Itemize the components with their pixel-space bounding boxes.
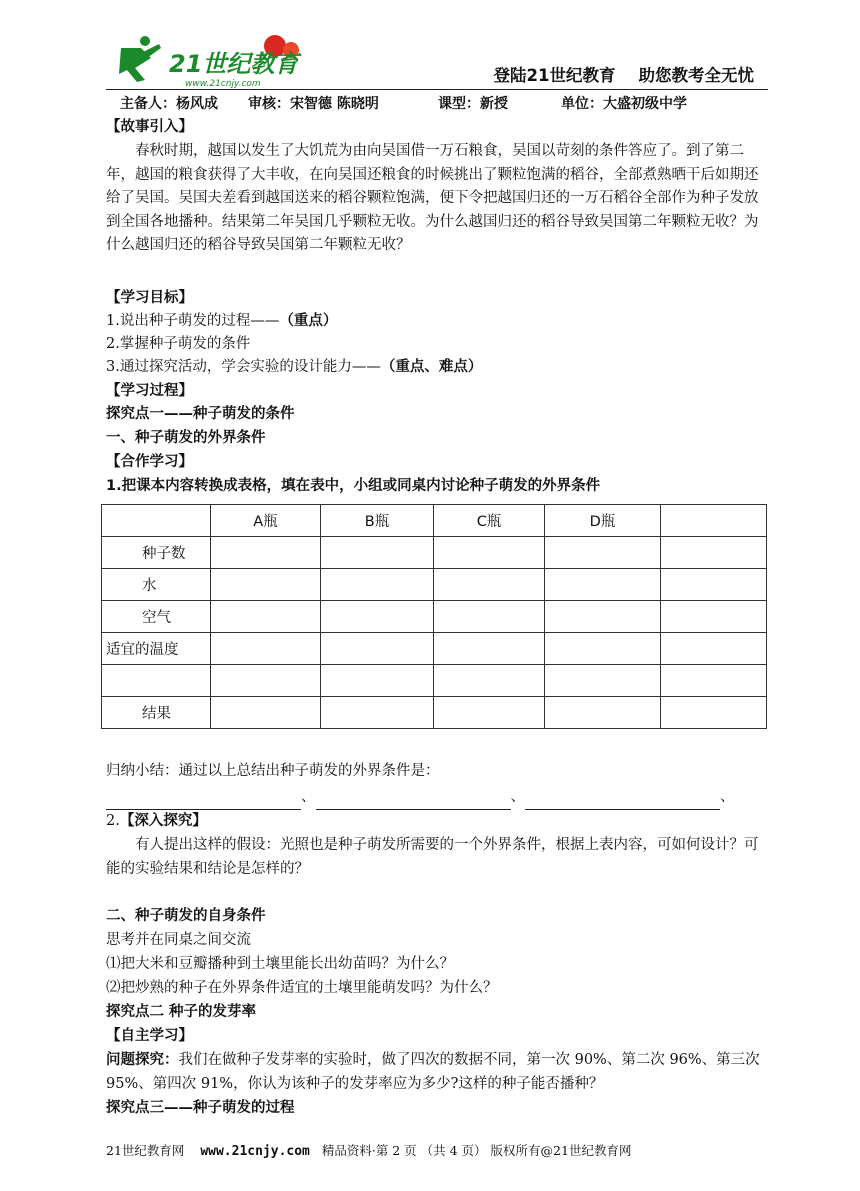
table-cell[interactable] <box>434 601 545 633</box>
row-label: 种子数 <box>102 537 211 569</box>
table-cell[interactable] <box>661 569 767 601</box>
task1-text: 1.把课本内容转换成表格，填在表中，小组或同桌内讨论种子萌发的外界条件 <box>106 478 601 494</box>
table-header-cell <box>661 505 767 537</box>
summary-text: 归纳小结：通过以上总结出种子萌发的外界条件是： <box>106 763 440 779</box>
table-cell[interactable] <box>434 569 545 601</box>
table-cell[interactable] <box>211 697 321 729</box>
svg-text:21世纪教育: 21世纪教育 <box>169 50 299 78</box>
table-header-cell: C瓶 <box>434 505 545 537</box>
point2-title: 探究点二 种子的发芽率 <box>106 1004 257 1020</box>
table-cell[interactable] <box>661 537 767 569</box>
table-cell[interactable] <box>321 537 434 569</box>
conditions-table <box>101 504 767 729</box>
table-row <box>102 697 767 729</box>
table-cell[interactable] <box>545 697 661 729</box>
runner-icon <box>119 36 161 82</box>
header-slogan <box>494 62 754 86</box>
table-cell[interactable] <box>211 633 321 665</box>
table-row <box>102 537 767 569</box>
row-label <box>102 665 211 697</box>
table-cell[interactable] <box>545 569 661 601</box>
table-cell[interactable] <box>661 601 767 633</box>
slogan-tagline: 助您教考全无忧 <box>638 66 754 85</box>
question-2: ⑵把炒熟的种子在外界条件适宜的土壤里能萌发吗？为什么？ <box>106 980 498 996</box>
table-row <box>102 569 767 601</box>
deep-heading: 2.【深入探究】 <box>106 813 207 829</box>
summary-blanks: 、 、 、 <box>106 786 766 810</box>
unit: 单位：大盛初级中学 <box>561 96 687 112</box>
row-label: 结果 <box>102 697 211 729</box>
table-cell[interactable] <box>321 601 434 633</box>
table-cell[interactable] <box>321 569 434 601</box>
story-heading: 【故事引入】 <box>106 119 193 135</box>
table-row <box>102 665 767 697</box>
answer-blank[interactable] <box>316 795 511 810</box>
table-cell[interactable] <box>434 537 545 569</box>
row-label: 水 <box>102 569 211 601</box>
row-label: 空气 <box>102 601 211 633</box>
table-cell[interactable] <box>321 697 434 729</box>
table-header-cell: D瓶 <box>545 505 661 537</box>
table-cell[interactable] <box>211 569 321 601</box>
section1-title: 一、种子萌发的外界条件 <box>106 430 266 446</box>
table-row <box>102 633 767 665</box>
table-cell[interactable] <box>211 537 321 569</box>
slogan-login: 登陆21世纪教育 <box>493 66 616 85</box>
section2-prompt: 思考并在同桌之间交流 <box>106 932 251 948</box>
table-row <box>102 601 767 633</box>
table-header-cell: B瓶 <box>321 505 434 537</box>
table-header-cell <box>102 505 211 537</box>
section2-title: 二、种子萌发的自身条件 <box>106 908 266 924</box>
table-cell[interactable] <box>661 697 767 729</box>
site-logo <box>115 28 305 90</box>
table-header-row <box>102 505 767 537</box>
goal-item: 3.通过探究活动，学会实验的设计能力——（重点、难点） <box>106 359 483 375</box>
table-cell[interactable] <box>321 633 434 665</box>
point1-title: 探究点一——种子萌发的条件 <box>106 406 295 422</box>
header-divider <box>106 89 768 90</box>
footer-info: 精品资料·第 2 页 （共 4 页） 版权所有@21世纪教育网 <box>321 1143 632 1158</box>
story-paragraph: 春秋时期，越国以发生了大饥荒为由向吴国借一万石粮食，吴国以苛刻的条件答应了。到了第二年，越国的粮食获得了大丰收，在向吴国还粮食的时候挑出了颗粒饱满的稻谷，全部煮熟晒干后如期还给了吴国。吴国夫差看到越国送来的稻谷颗粒饱满，便下令把越国归还的一万石稻谷全部作为种子发放到全国各地播种。结果第二年吴国几乎颗粒无收。为什么越国归还的稻谷导致吴国第二年颗粒无收？为什么越国归还的稻谷导致吴国第二年颗粒无收？ <box>106 143 759 253</box>
table-cell[interactable] <box>211 601 321 633</box>
coop-heading: 【合作学习】 <box>106 454 193 470</box>
table-cell[interactable] <box>434 697 545 729</box>
process-heading: 【学习过程】 <box>106 383 193 399</box>
point3-title: 探究点三——种子萌发的过程 <box>106 1100 295 1116</box>
goal-item: 1.说出种子萌发的过程——（重点） <box>106 313 338 329</box>
table-cell[interactable] <box>545 537 661 569</box>
table-cell[interactable] <box>321 665 434 697</box>
point2-question: 问题探究：我们在做种子发芽率的实验时，做了四次的数据不同，第一次 90%、第二次 96%、第三次 95%、第四次 91%，你认为该种子的发芽率应为多少?这样的种子能否播种？ <box>106 1052 760 1092</box>
goals-heading: 【学习目标】 <box>106 290 193 306</box>
table-header-cell: A瓶 <box>211 505 321 537</box>
svg-text:www.21cnjy.com: www.21cnjy.com <box>185 79 261 89</box>
row-label: 适宜的温度 <box>102 633 211 665</box>
preparer: 主备人：杨风成 <box>120 96 218 112</box>
footer-site: 21世纪教育网 <box>106 1143 185 1158</box>
table-cell[interactable] <box>661 665 767 697</box>
footer-url[interactable]: www.21cnjy.com <box>200 1144 310 1159</box>
table-cell[interactable] <box>434 633 545 665</box>
meta-bar <box>120 93 760 113</box>
deep-paragraph: 有人提出这样的假设：光照也是种子萌发所需要的一个外界条件，根据上表内容，可如何设计？可能的实验结果和结论是怎样的？ <box>106 837 759 877</box>
table-cell[interactable] <box>434 665 545 697</box>
reviewer: 审核：宋智德 陈晓明 <box>248 96 379 112</box>
page-footer <box>106 1141 631 1159</box>
table-cell[interactable] <box>661 633 767 665</box>
table-cell[interactable] <box>545 633 661 665</box>
self-study-heading: 【自主学习】 <box>106 1028 193 1044</box>
question-1: ⑴把大米和豆瓣播种到土壤里能长出幼苗吗？为什么？ <box>106 956 454 972</box>
answer-blank[interactable] <box>525 795 720 810</box>
table-cell[interactable] <box>545 601 661 633</box>
table-cell[interactable] <box>545 665 661 697</box>
answer-blank[interactable] <box>106 795 301 810</box>
lesson-type: 课型：新授 <box>438 96 508 112</box>
goal-item: 2.掌握种子萌发的条件 <box>106 336 251 352</box>
table-cell[interactable] <box>211 665 321 697</box>
